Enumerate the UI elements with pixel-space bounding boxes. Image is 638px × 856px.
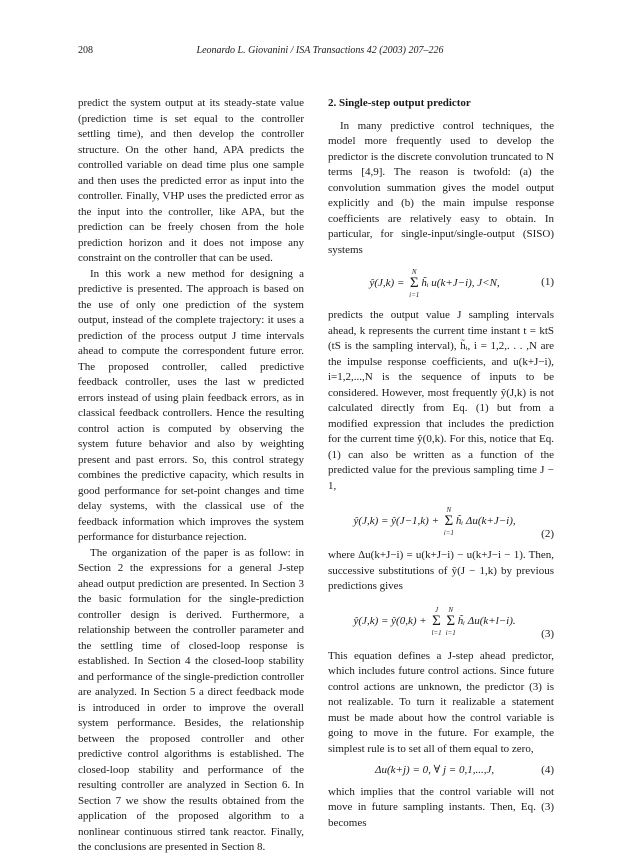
right-column — [328, 96, 554, 831]
summation: N Σ i=1 — [409, 267, 420, 299]
paragraph: This equation defines a J-step ahead predictor, which includes future control actions. Since future control actions are unknown, the predictor (3) is not realizable. To turn it realizable a statement must be made about how the control variable is going to move in the future. For example, the simplest rule is to set all of them equal to zero, — [328, 649, 554, 755]
summation: N Σ i=1 — [445, 606, 456, 637]
equation-number: (4) — [541, 764, 554, 776]
page-header — [78, 45, 562, 59]
paragraph: which implies that the control variable will not move in future sampling instants. Then, Eq. (3) becomes — [328, 785, 554, 829]
summation: J Σ l=1 — [431, 606, 442, 637]
left-column — [78, 96, 304, 856]
summation: N Σ i=1 — [443, 505, 454, 537]
paragraph: where Δu(k+J−i) = u(k+J−i) − u(k+J−i − 1). Then, successive substitutions of ŷ(J − 1,k) by previous predictions gives — [328, 549, 554, 592]
running-title: Leonardo L. Giovanini / ISA Transactions 42 (2003) 207–226 — [196, 45, 444, 56]
paragraph: In many predictive control techniques, the model more frequently used to develop the predictor is the discrete convolution truncated to N terms [4,9]. The reason is twofold: (a) the convolution summation gives the model output explicitly and (b) the main impulse response coefficients are relatively easy to obtain. In particular, for single-input/single-output (SISO) systems — [328, 119, 554, 256]
paragraph: predict the system output at its steady-state value (prediction time is set equal to the controller settling time), and then develop the controller structure. On the other hand, APA predicts the controlled variable on dead time plus one sample and then uses the predicted error as input into the controller. Finally, VHP uses the predicted error as the input into the controller, like APA, but the prediction can be freely chosen from the hole prediction horizon and it does not impose any constraint on the controller that can be used. — [78, 97, 304, 264]
equation-number: (1) — [541, 276, 554, 289]
equation-number: (2) — [541, 527, 554, 540]
equation-3: ŷ(J,k) = ŷ(0,k) + J Σ l=1 N Σ i=1 h̃ᵢ Δu(k+l−i). (3) — [328, 601, 554, 643]
paragraph: In this work a new method for designing a predictive is presented. The approach is based on the use of only one prediction of the system output, instead of the complete trajectory: it uses a prediction of the process output J time intervals ahead to compute the correspondent future error. The proposed controller, called predictive feedback controller, uses the last w predicted errors instead of using plain feedback errors, as in classical feedback controllers. Hence the resulting control action is computed by observing the system future behavior and also by weighting present and past errors. So, this control strategy combines the predictive capacity, which results in good performance for set-point changes and time delay systems, with the classical use of the feedback information which improves the system performance for disturbance rejection. — [78, 267, 304, 543]
paragraph: predicts the output value J sampling intervals ahead, k represents the current time instant t = ktS (tS is the sampling interval), h̃ᵢ, i = 1,2,. . . ,N are the impulse response coefficients, and u(k+J−i), i=1,2,...,N is the sequence of inputs to be considered. However, most frequently ŷ(J,k) is not calculated directly from Eq. (1) but from a modified expression that includes the prediction for the current time ŷ(0,k). For this, notice that Eq. (1) can also be written as a function of the predicted value for the previous sampling time J − 1, — [328, 309, 554, 492]
page-number: 208 — [78, 45, 93, 56]
equation-1: ŷ(J,k) = N Σ i=1 h̃ᵢ u(k+J−i), J<N, (1) — [369, 267, 554, 299]
paragraph: The organization of the paper is as follow: in Section 2 the expressions for a general J-step ahead output prediction are presented. In Section 3 the basic formulation for the single-prediction controller design is derived. Furthermore, a relationship between the controller parameter and the settling time of closed-loop response is established. In Section 4 the closed-loop stability and performance of the single-prediction controller are analyzed. In Section 5 a direct feedback mode is introduced in order to improve the overall system performance. Besides, the relationship between the proposed controller and other predictive control algorithms is established. The closed-loop stability and performance of the resulting controller are analyzed in Section 6. In Section 7 we show the results obtained from the application of the proposed algorithm to a nonlinear continuous stirred tank reactor. Finally, the conclusions are presented in Section 8. — [78, 546, 304, 853]
equation-number: (3) — [541, 628, 554, 640]
section-title: 2. Single-step output predictor — [328, 97, 471, 109]
equation-2: ŷ(J,k) = ŷ(J−1,k) + N Σ i=1 h̃ᵢ Δu(k+J−i), (2) — [328, 500, 554, 542]
equation-4: Δu(k+j) = 0, ∀ j = 0,1,...,J, (4) — [328, 763, 554, 779]
